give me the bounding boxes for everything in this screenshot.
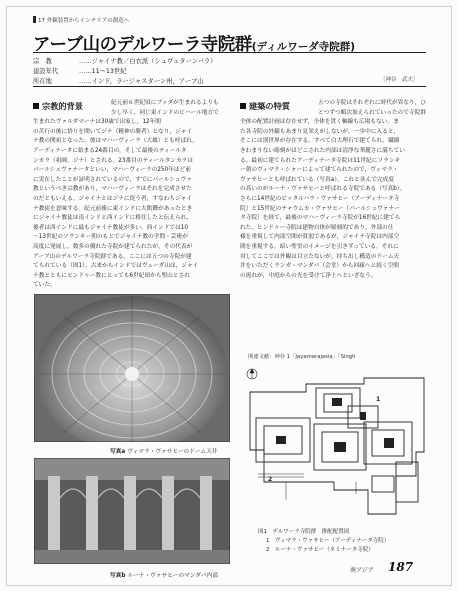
- plan-marker-1: 1: [376, 396, 381, 403]
- meta-religion: [33, 56, 216, 65]
- text-line: ナ教とともにヒンドゥー教にとっても6世紀頃から聖山とされ: [33, 272, 190, 279]
- text-line: ー朝のヴィマラ・シャーによって建てられたので，ヴィマラ・: [240, 167, 399, 174]
- running-header: [33, 16, 129, 24]
- text-line: きわまりない彫刻がほどこされた内部は清浄な華麗さに満ちてい: [240, 147, 405, 154]
- photo-a-caption: [110, 446, 218, 455]
- figure-label: 図1: [258, 529, 267, 535]
- meta-value: ……ジャイナ教／白衣派（シュヴェターンバラ）: [79, 58, 217, 65]
- text-line: ナ教の開祖となった。彼はマハーヴィーラ（大雄）とも呼ばれ，: [33, 138, 198, 145]
- author-credit: ［神谷 武夫］: [380, 77, 419, 83]
- text-line: 様を重視して内部空間が貧弱であるが，ジャイナ寺院は内部空: [240, 234, 400, 241]
- photo-a-caption-text: ヴィマラ・ヴァサヒーのドーム天井: [127, 449, 218, 455]
- text-line: ンカラ（祖師，ジナ）とされる。23番目のティールタンカラは: [33, 157, 194, 164]
- meta-label: 宗 教: [33, 58, 52, 65]
- dome-ceiling-image: [34, 294, 230, 442]
- text-line: 教というべき宗教があり，マハーヴィーラはそれを完成させた: [33, 186, 192, 193]
- text-line: 少し早く，同じ東インドのビハール地方で: [111, 109, 219, 116]
- mandapa-interior-image: [34, 458, 230, 564]
- figure-title: デルワーラ寺院群 排配配置図: [272, 529, 350, 535]
- figure-item-2: 2 ルーナ・ヴァサヒー（ネミナータ寺院）: [266, 547, 374, 553]
- text-line: る。最初に建てられたアーディナータ寺院は11世紀にソランキ: [240, 157, 401, 164]
- section-marker-icon: [33, 16, 36, 23]
- paragraph-features: [240, 99, 433, 281]
- figure-item-1: 1 ヴィマラ・ヴァサヒー（アーディナータ寺院）: [266, 538, 390, 544]
- text-line: てられている（図1）。古来からインドではヴェーダ山は，ジャイ: [33, 263, 199, 270]
- page-number: 187: [388, 560, 414, 574]
- text-line: ～13世紀のソランキー朝のもとでジャイナ教の学問・芸術が: [33, 234, 188, 241]
- text-line: 院）と15世紀のチャウムカ・ヴァサヒー（パールシュヴァナー: [240, 205, 400, 212]
- site-plan-figure: [246, 364, 428, 524]
- text-line: アーブ山のデルワーラ寺院群である。ここには五つの寺院が建: [33, 253, 192, 260]
- site-plan-drawing: [246, 364, 428, 524]
- text-line: に実在したことが証明されているので，すでにパールシュヴァ: [33, 176, 192, 183]
- text-line: の高いのがルーナ・ヴァサヒーと呼ばれる寺院である（写真b）。: [240, 186, 406, 193]
- text-line: ていた。: [33, 282, 56, 289]
- reference-note: 関連文献：神谷 1「Jayamarajasia」「Singh: [248, 354, 356, 360]
- text-line: 五つの寺院はそれぞれに時代が異なり，ひ: [318, 100, 427, 106]
- text-line: そこには別世界が存在する。すべて白大理石で建てられ，繊細: [240, 138, 400, 145]
- text-line: れた。ヒンドゥー寺院は建物自体が彫刻的であり，外部の仕: [240, 224, 394, 231]
- meta-location: [33, 76, 204, 85]
- text-line: の苦行の後に悟りを開いてジナ（精神の勝者）となり，ジャイ: [33, 128, 193, 135]
- text-line: タ寺院）を経て，最後のマハーヴィーラ寺院が16世紀に建てら: [240, 215, 401, 222]
- photo-a-label: 写真a: [110, 449, 126, 455]
- text-line: の流れが，中庭からの光を受けて浄土へといざなう。: [240, 272, 377, 279]
- text-line: にジャイナ教徒は南インドと西インドに移住したと伝えられ，: [33, 215, 193, 222]
- text-line: 紀元前６世紀頃にブッダが生まれるよりも: [111, 100, 219, 106]
- text-line: アーディナータに始まる24番目の，そして最後のティールタ: [33, 147, 187, 154]
- text-line: ヴァサヒーとも呼ばれている（写真a）。これと並んで完成度: [240, 176, 394, 183]
- text-line: 全体の配置計画は存在せず，全体を貫く軸線も広場もない。ま: [240, 119, 399, 126]
- text-line: 生まれたヴァルダマーナは30歳で出家し，12年間: [33, 119, 161, 126]
- heading-features-text: 建築の特質: [249, 101, 290, 111]
- figure-caption: [258, 528, 389, 555]
- photo-b-label: 写真b: [110, 573, 126, 579]
- meta-date: [33, 66, 127, 75]
- text-line: さらに14世紀のピッタルハラ・ヴァサヒー（アーディナータ寺: [240, 195, 400, 202]
- text-line: た各寺院の外観もあまり見栄えがしないが，一歩中に入ると，: [240, 128, 400, 135]
- meta-value: ……インド，ラージャスターン州，アーブ山: [79, 78, 204, 85]
- footer-region: 南アジア: [350, 567, 374, 574]
- photo-mandapa-interior: [34, 458, 230, 564]
- text-line: パールシュヴァナータといい，マハーヴィーラの250年ほど前: [33, 167, 191, 174]
- heading-background-text: 宗教的背景: [42, 101, 83, 111]
- meta-label: 建設年代: [33, 68, 59, 75]
- photo-b-caption: [110, 570, 218, 579]
- paragraph-background: [33, 99, 233, 291]
- text-line: ナ教徒を意味する。紀元前後に東インドに大飢饉があったとき: [33, 205, 193, 212]
- title-main: アーブ山のデルワーラ寺院群: [33, 35, 252, 55]
- title-rule: [33, 52, 426, 53]
- text-line: 後者は西インドに最もジャイナ教徒が多い。西インドでは10: [33, 224, 188, 231]
- meta-rule: [33, 86, 426, 87]
- text-line: 高度に発展し，数多の優れた寺院が建てられたが，その代表が: [33, 243, 193, 250]
- text-line: のだともいえる。ジャイナとはジナに従う者，すなわちジャイ: [33, 195, 193, 202]
- running-header-text: 17 外観装置からインテリアの創造へ: [38, 18, 130, 24]
- figure-caption-title: [258, 528, 389, 537]
- title-sub: (ディルワーダ寺院群): [251, 41, 355, 53]
- text-line: 対してここでは外観は目立たないが，持ち出し構造のドーム天: [240, 253, 400, 260]
- text-line: とつずつ順次加えられていったので寺院群: [318, 109, 426, 116]
- photo-b-caption-text: ルーナ・ヴァサヒーのマンダパ内部: [127, 573, 218, 579]
- meta-label: 所在地: [33, 78, 52, 85]
- plan-marker-2: 2: [268, 476, 273, 483]
- text-line: 間を重視する。暗い聖堂のイメージを引きずっている。それに: [240, 243, 399, 250]
- meta-value: ……11～13世紀: [79, 68, 127, 75]
- photo-dome-ceiling: [34, 294, 230, 442]
- text-line: 井をいただくランガ・マンダパ（会堂）から回廊へと続く空間: [240, 263, 399, 270]
